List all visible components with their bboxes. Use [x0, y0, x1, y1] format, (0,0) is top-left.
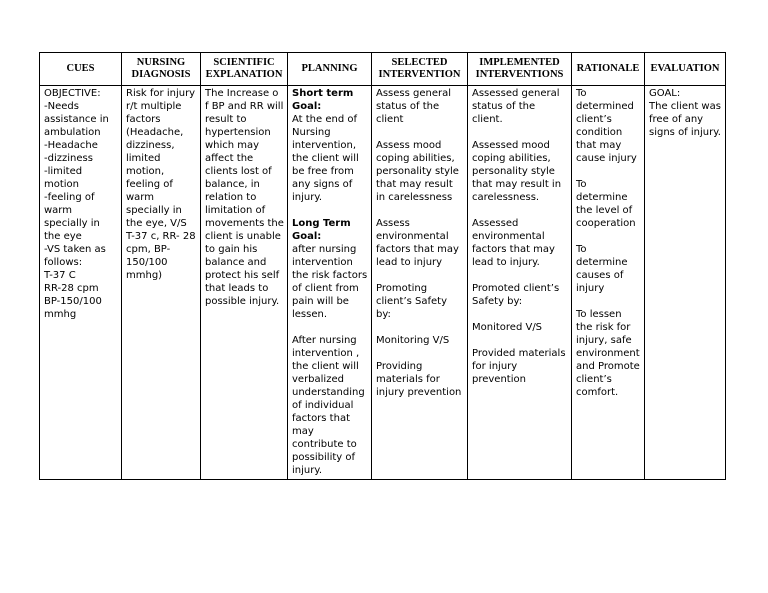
header-evaluation: EVALUATION: [645, 53, 726, 86]
selected-intervention-item: Assess general status of the client: [376, 88, 455, 125]
nursing-care-plan-table: [39, 52, 726, 480]
selected-intervention-item: Assess environmental factors that may lead to injury: [376, 218, 463, 268]
implemented-intervention-item: Assessed general status of the client.: [472, 88, 563, 125]
planning-cell: [288, 86, 372, 480]
spacer: [472, 126, 568, 139]
header-rationale: RATIONALE: [572, 53, 645, 86]
rationale-cell: [572, 86, 645, 480]
selected-intervention-item: Providing materials for injury prevention: [376, 361, 462, 398]
explanation-cell: [201, 86, 288, 480]
spacer: [376, 269, 464, 282]
cues-objective-label: OBJECTIVE:: [44, 88, 101, 99]
evaluation-goal-label: GOAL:: [649, 88, 681, 99]
cues-vital-sign: RR-28 cpm: [44, 283, 99, 294]
selected-intervention-cell: [372, 86, 468, 480]
header-scientific-explanation: SCIENTIFIC EXPLANATION: [201, 53, 288, 86]
implemented-intervention-item: Provided materials for injury prevention: [472, 348, 569, 385]
cues-vital-sign: BP-150/100 mmhg: [44, 296, 106, 320]
rationale-item: To determine causes of injury: [576, 244, 631, 294]
cues-cell: [40, 86, 122, 480]
spacer: [376, 126, 464, 139]
cues-item: -Needs assistance in ambulation: [44, 101, 113, 138]
header-selected-intervention: SELECTED INTERVENTION: [372, 53, 468, 86]
implemented-intervention-item: Assessed mood coping abilities, personality style that may result in carelessness.: [472, 140, 565, 203]
spacer: [472, 334, 568, 347]
selected-intervention-item: Monitoring V/S: [376, 335, 450, 346]
spacer: [376, 347, 464, 360]
spacer: [472, 308, 568, 321]
spacer: [292, 321, 368, 334]
header-planning: PLANNING: [288, 53, 372, 86]
selected-intervention-item: Promoting client’s Safety by:: [376, 283, 451, 320]
spacer: [376, 321, 464, 334]
long-term-goal-heading: Long Term Goal:: [292, 218, 355, 242]
implemented-intervention-item: Assessed environmental factors that may lead to injury.: [472, 218, 559, 268]
header-row: [40, 53, 726, 86]
cues-item: -limited motion: [44, 166, 86, 190]
rationale-item: To determine the level of cooperation: [576, 179, 636, 229]
after-intervention-text: After nursing intervention , the client will verbalized understanding of individual factors that may contribute to possibility of injury.: [292, 335, 368, 476]
implemented-intervention-item: Monitored V/S: [472, 322, 543, 333]
spacer: [576, 165, 641, 178]
evaluation-text: The client was free of any signs of injury.: [649, 101, 725, 138]
cues-vital-sign: T-37 C: [44, 270, 76, 281]
long-term-goal-text: after nursing intervention the risk factors of client from pain will be lessen.: [292, 244, 371, 320]
spacer: [472, 269, 568, 282]
explanation-text: The Increase o f BP and RR will result to hypertension which may affect the clients lost of balance, in relation to limitation of movements the client is unable to gain his balance and protect his self that leads to possible injury.: [205, 88, 288, 307]
evaluation-cell: [645, 86, 726, 480]
diagnosis-vitals: T-37 c, RR- 28 cpm, BP-150/100 mmhg): [126, 231, 199, 281]
short-term-goal-text: At the end of Nursing intervention, the client will be free from any signs of injury.: [292, 114, 362, 203]
cues-item: -feeling of warm specially in the eye: [44, 192, 104, 242]
spacer: [292, 204, 368, 217]
implemented-intervention-item: Promoted client’s Safety by:: [472, 283, 563, 307]
cues-item: -dizziness: [44, 153, 93, 164]
spacer: [576, 230, 641, 243]
implemented-interventions-cell: [468, 86, 572, 480]
cues-item: -VS taken as follows:: [44, 244, 110, 268]
content-row: [40, 86, 726, 480]
header-implemented-interventions: IMPLEMENTED INTERVENTIONS: [468, 53, 572, 86]
header-cues: CUES: [40, 53, 122, 86]
spacer: [472, 204, 568, 217]
diagnosis-text: Risk for injury r/t multiple factors (Headache, dizziness, limited motion, feeling of warm specially in the eye, V/S: [126, 88, 199, 229]
short-term-goal-heading: Short term Goal:: [292, 88, 357, 112]
cues-item: -Headache: [44, 140, 98, 151]
selected-intervention-item: Assess mood coping abilities, personality style that may result in carelessness: [376, 140, 463, 203]
rationale-item: To lessen the risk for injury, safe environment and Promote client’s comfort.: [576, 309, 643, 398]
spacer: [376, 204, 464, 217]
spacer: [576, 295, 641, 308]
diagnosis-cell: [122, 86, 201, 480]
rationale-item: To determined client’s condition that may cause injury: [576, 88, 638, 164]
header-nursing-diagnosis: NURSING DIAGNOSIS: [122, 53, 201, 86]
